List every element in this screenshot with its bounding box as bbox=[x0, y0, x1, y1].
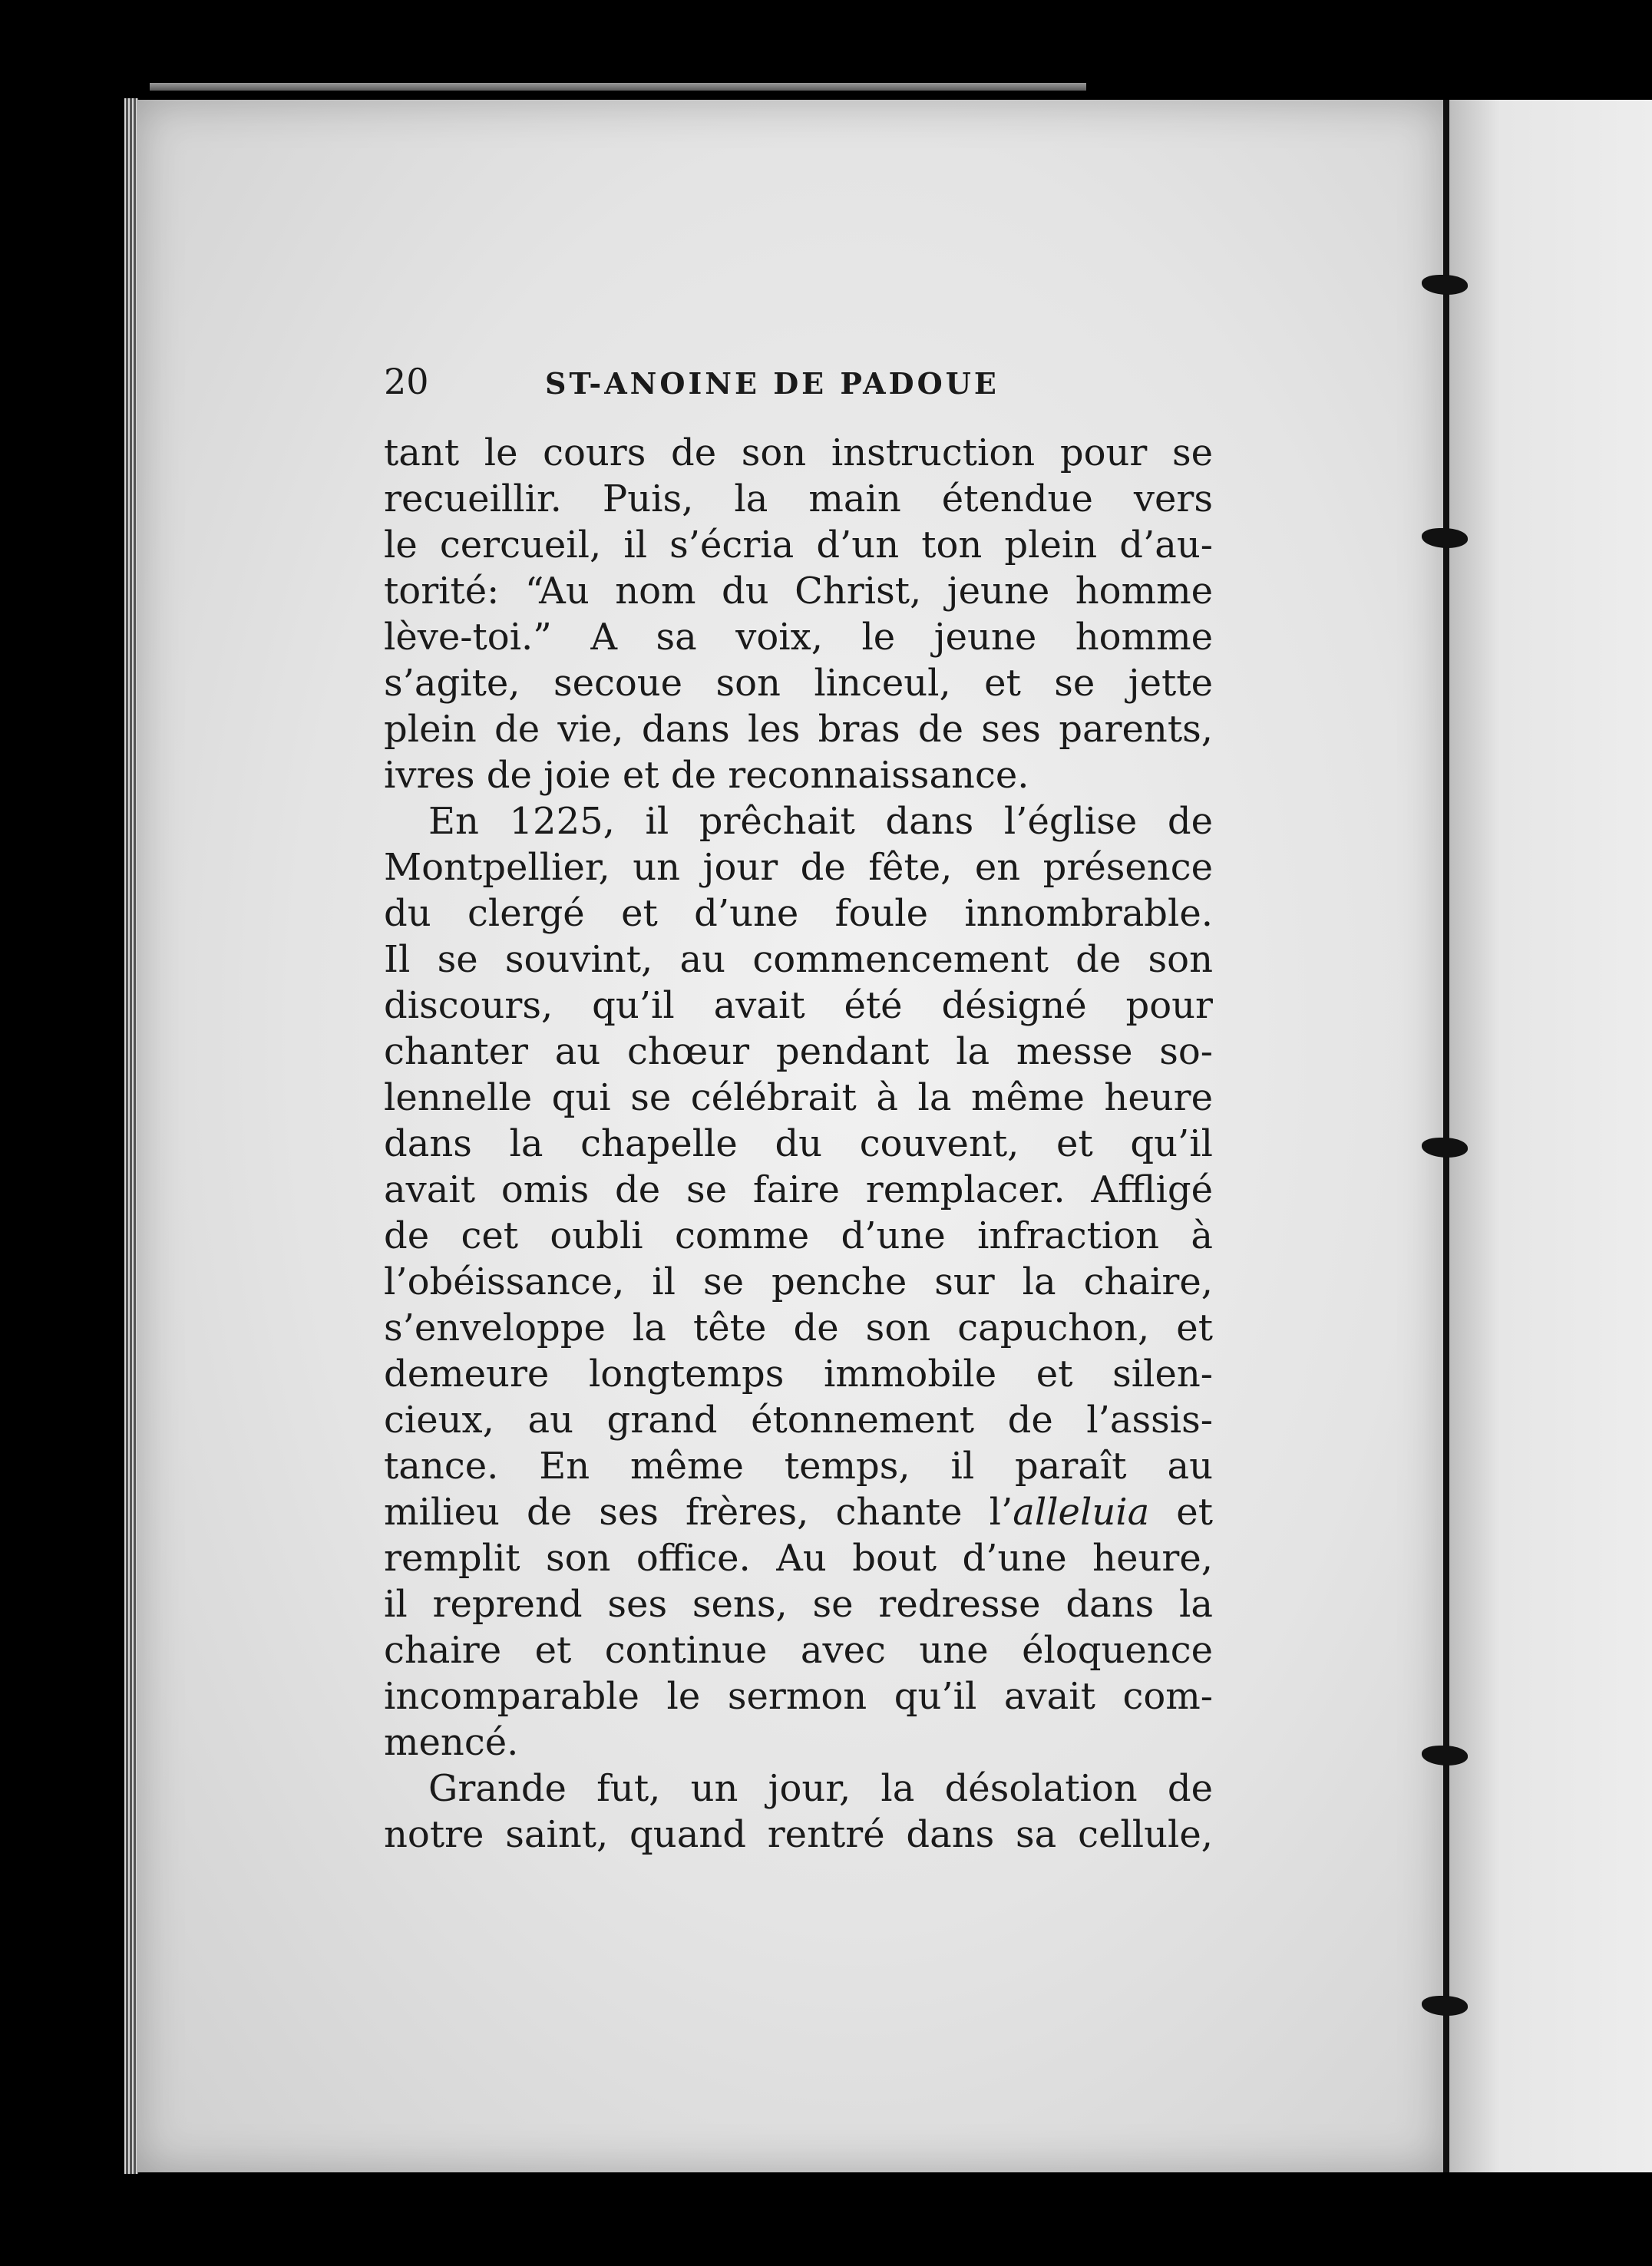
page-top-edge bbox=[150, 83, 1086, 91]
text-line: tance. En même temps, il paraît au bbox=[384, 1445, 1213, 1488]
text-line: Il se souvint, au commencement de son bbox=[384, 938, 1213, 981]
scan-border bbox=[0, 2174, 1652, 2266]
page-text bbox=[384, 361, 1213, 1858]
text-fragment: et bbox=[1149, 1491, 1214, 1534]
text-line-with-italic bbox=[384, 1489, 1213, 1535]
paragraph-start-line: Grande fut, un jour, la désolation de bbox=[428, 1767, 1213, 1810]
text-line: cieux, au grand étonnement de l’assis- bbox=[384, 1399, 1213, 1442]
text-line: plein de vie, dans les bras de ses parents, bbox=[384, 708, 1213, 751]
text-line: tant le cours de son instruction pour se bbox=[384, 431, 1213, 474]
binding-gutter bbox=[1443, 100, 1449, 2172]
text-line: mencé. bbox=[384, 1721, 519, 1764]
italic-word: alleluia bbox=[1013, 1491, 1150, 1534]
text-line: du clergé et d’une foule innombrable. bbox=[384, 892, 1213, 935]
text-line: notre saint, quand rentré dans sa cellule, bbox=[384, 1813, 1213, 1856]
running-title: ST-ANOINE DE PADOUE bbox=[545, 366, 999, 401]
text-line: il reprend ses sens, se redresse dans la bbox=[384, 1583, 1213, 1626]
text-line: chanter au chœur pendant la messe so- bbox=[384, 1030, 1213, 1073]
text-line: s’enveloppe la tête de son capuchon, et bbox=[384, 1306, 1213, 1349]
facing-page bbox=[1449, 100, 1652, 2172]
text-line: avait omis de se faire remplacer. Affligé bbox=[384, 1168, 1213, 1211]
text-line: discours, qu’il avait été désigné pour bbox=[384, 984, 1213, 1027]
page-number: 20 bbox=[384, 361, 429, 402]
text-line: incomparable le sermon qu’il avait com- bbox=[384, 1675, 1213, 1718]
text-line: le cercueil, il s’écria d’un ton plein d’au- bbox=[384, 524, 1213, 566]
text-line: torité: “Au nom du Christ, jeune homme bbox=[384, 570, 1213, 613]
paragraph-start-line: En 1225, il prêchait dans l’église de bbox=[428, 800, 1213, 843]
text-line: ivres de joie et de reconnaissance. bbox=[384, 754, 1029, 797]
text-line: demeure longtemps immobile et silen- bbox=[384, 1353, 1213, 1396]
running-head bbox=[384, 361, 1213, 430]
text-line: dans la chapelle du couvent, et qu’il bbox=[384, 1122, 1213, 1165]
text-line: recueillir. Puis, la main étendue vers bbox=[384, 477, 1213, 520]
text-line: s’agite, secoue son linceul, et se jette bbox=[384, 662, 1213, 705]
text-line: remplit son office. Au bout d’une heure, bbox=[384, 1537, 1213, 1580]
text-line: lennelle qui se célébrait à la même heure bbox=[384, 1076, 1213, 1119]
text-fragment: milieu de ses frères, chante l’ bbox=[384, 1491, 1013, 1534]
text-line: lève-toi.” A sa voix, le jeune homme bbox=[384, 616, 1213, 659]
text-line: de cet oubli comme d’une infraction à bbox=[384, 1214, 1213, 1257]
text-line: Montpellier, un jour de fête, en présence bbox=[384, 846, 1213, 889]
text-line: chaire et continue avec une éloquence bbox=[384, 1629, 1213, 1672]
text-line: l’obéissance, il se penche sur la chaire, bbox=[384, 1260, 1213, 1303]
